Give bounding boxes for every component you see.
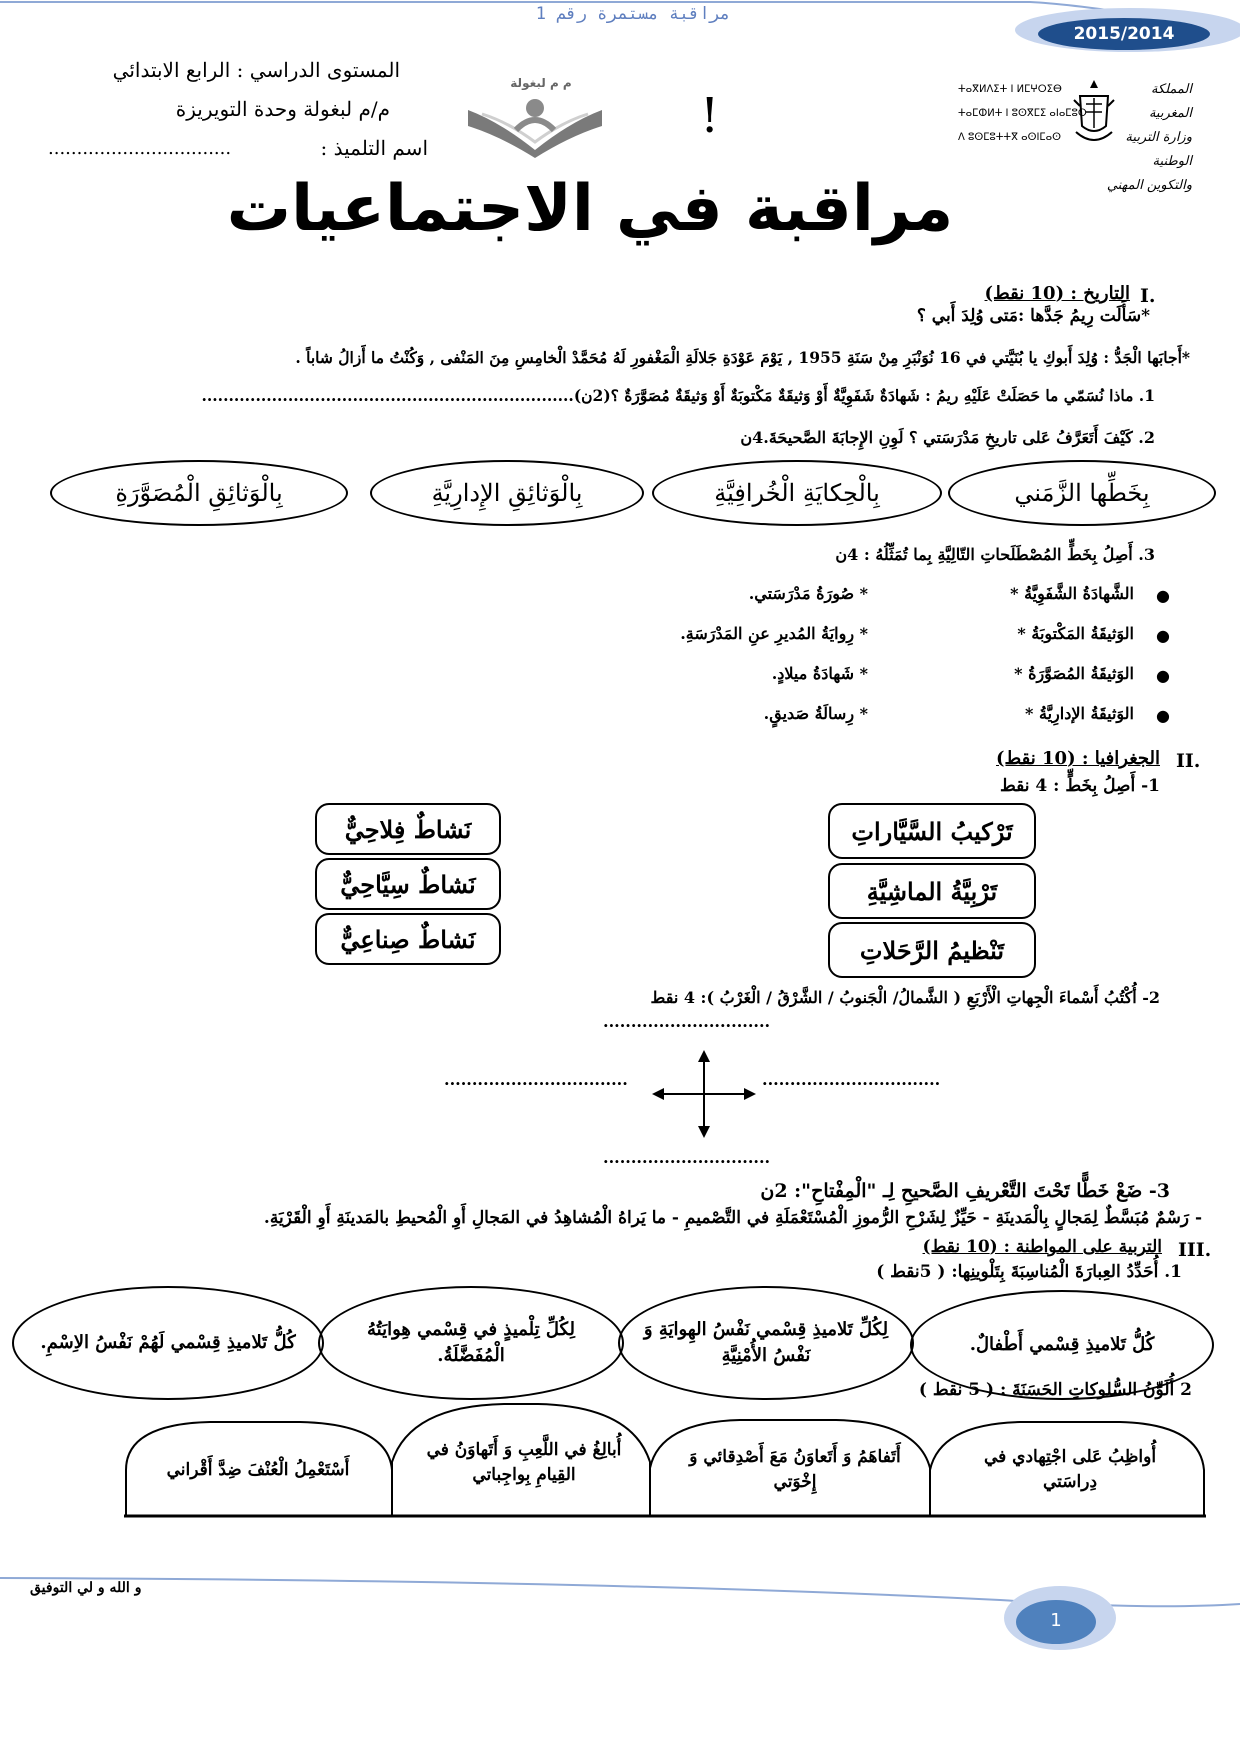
civics-question-1: 1. أُحَدِّدُ العِبارَةَ الْمُناسِبَةَ بِتَلْوينِها: ( 5نقط ) [876, 1262, 1182, 1282]
ministry-line-2: وزارة التربية الوطنية [1125, 130, 1192, 169]
direction-blank-bottom[interactable]: .............................. [603, 1148, 771, 1167]
ministry-line-1: المملكة المغربية [1148, 82, 1192, 121]
match-item-birth[interactable]: * شَهادَةُ ميلادٍ. [771, 664, 868, 683]
civics-option-children[interactable]: كُلُّ تَلاميذِ قِسْمي أَطْفالٌ. [910, 1290, 1214, 1400]
task-livestock[interactable]: تَرْبِيَّةُ الماشِيَّةِ [828, 863, 1036, 919]
page-number: 1 [1050, 1610, 1062, 1631]
match-item-story[interactable]: * رِوايَةُ المُديرِ عنِ المَدْرَسَةِ. [680, 624, 868, 643]
direction-blank-left[interactable]: ................................. [444, 1070, 628, 1089]
geography-question-1: 1- أَصِلُ بِخَطٍّ : 4 نقط [1000, 776, 1160, 796]
civics-option-same-hobby[interactable]: لِكُلِّ تَلاميذِ قِسْمي نَفْسُ الهِوايَةِ وَ نَفْسُ الأُمْنِيَّةِ [618, 1286, 914, 1400]
civics-numeral: III. [1178, 1239, 1212, 1261]
civics-option-same-name[interactable]: كُلُّ تَلاميذِ قِسْمي لَهُمْ نَفْسُ الاِسْمِ. [12, 1286, 324, 1400]
geography-question-3: 3- ضَعْ خَطًّا تَحْتَ التَّعْريفِ الصَّحيحِ لِـ "الْمِفْتاحِ": 2ن [760, 1180, 1170, 1202]
history-option-timeline[interactable]: بِخَطِّها الزَّمَني [948, 460, 1216, 526]
school-level: المستوى الدراسي : الرابع الابتدائي [112, 58, 400, 82]
student-name-row[interactable] [48, 136, 428, 166]
history-option-legend[interactable]: بِالْحِكايَةِ الْخُرافِيَّةِ [652, 460, 942, 526]
history-numeral: I. [1140, 285, 1156, 307]
behaviour-diligence[interactable]: أُواظِبُ عَلى اجْتِهادي في دِراسَتي [983, 1447, 1157, 1492]
match-term-oral[interactable]: الشَّهادَةُ الشَّفَوِيَّةُ * [1010, 584, 1134, 603]
task-car-assembly[interactable]: تَرْكيبُ السَّيَّاراتِ [828, 803, 1036, 859]
bullet-dot: ● [1156, 706, 1170, 725]
history-option-admin-docs[interactable]: بِالْوَثائِقِ الإِدارِيَّةِ [370, 460, 644, 526]
school-name: م/م لبغولة وحدة التويريزة [175, 97, 390, 121]
top-title: مراقبة مستمرة رقم 1 [535, 4, 731, 24]
year-badge: 2015/2014 [1073, 24, 1175, 44]
direction-blank-right[interactable]: ................................ [762, 1070, 941, 1089]
civics-title: التربية على المواطنة : (10 نقط) [922, 1237, 1162, 1257]
match-term-admin[interactable]: الوَثيقَةُ الإدارِيَّةُ * [1025, 704, 1134, 723]
bullet-dot: ● [1156, 586, 1170, 605]
tifinagh-block [958, 78, 1087, 150]
match-term-picture[interactable]: الوَثيقَةُ المُصَوَّرَةُ * [1014, 664, 1134, 683]
main-title: مراقبة في الاجتماعيات [226, 172, 954, 246]
exclamation-mark: ! [700, 88, 720, 144]
match-item-letter[interactable]: * رِسالَةُ صَديقٍ. [763, 704, 868, 723]
civics-question-2: 2 أُلَوِّنُ السُّلوكاتِ الحَسَنَةَ : ( 5 نقط ) [918, 1380, 1192, 1400]
history-intro-question: *سَأَلَت رِيمُ جَدَّها :مَتى وُلِدَ أَبي ؟ [916, 306, 1150, 326]
behaviour-overplay[interactable]: أُبالِغُ في اللَّعِبِ وَ أَتَهاوَنُ في القِيامِ بِواجِباتي [426, 1440, 622, 1485]
activity-industry[interactable]: نَشاطٌ صِناعِيٌّ [315, 913, 501, 965]
ministry-line-3: والتكوين المهني [1106, 178, 1192, 193]
history-matching [560, 580, 1170, 740]
tifinagh-line-3: ⴷ ⵓⵙⵎⵓⵜⵜⴳ ⴰⵙⵏⵎⴰⵙ [958, 132, 1061, 143]
behaviour-cooperation[interactable]: أَتَفاهَمُ وَ أَتَعاوَنُ مَعَ أَصْدِقائي وَ إِخْوَتي [689, 1447, 901, 1492]
history-option-picture-docs[interactable]: بِالْوَثائِقِ الْمُصَوَّرَةِ [50, 460, 348, 526]
task-trips[interactable]: تَنْظيمُ الرَّحَلاتِ [828, 922, 1036, 978]
tifinagh-line-1: ⵜⴰⴳⵍⴷⵉⵜ ⵏ ⵍⵎⵖⵔⵉⴱ [958, 84, 1062, 95]
bullet-dot: ● [1156, 626, 1170, 645]
match-item-photo[interactable]: * صُورَةُ مَدْرَسَتي. [748, 584, 868, 603]
history-title: التاريخ : (10 نقط) [984, 283, 1130, 304]
bullet-dot: ● [1156, 666, 1170, 685]
history-question-1[interactable]: 1. ماذا نُسَمّي ما حَصَلَتْ عَلَيْهِ ريمُ : شَهادَةٌ شَفَوِيَّةٌ أَوْ وَثيقَةٌ مَكْتوبَةٌ أَوْ وَثيقَةٌ مُصَوَّرَةٌ ؟(2ن)..................................................................... [201, 386, 1155, 405]
compass-cross-icon [650, 1048, 758, 1140]
history-question-3: 3. أَصِلُ بِخَطٍّ المُصْطَلَحاتِ التّالِيَّةِ بِما تُمَثِّلُهُ : 4ن [835, 545, 1155, 564]
student-name-blank[interactable]: ................................ [48, 138, 232, 159]
geography-question-2: 2- أُكْتُبُ أَسْماءَ الْجِهاتِ الْأَرْبَعِ ( الشَّمالُ/ الْجَنوبُ / الشَّرْقُ / الْغَرْبُ ): 4 نقط [650, 988, 1160, 1007]
ministry-block [1104, 78, 1192, 198]
key-definition-options[interactable]: - رَسْمٌ مُبَسَّطٌ لِمَجالٍ بِالْمَدينَةِ - حَيِّزٌ لِشَرْحِ الرُّموزِ الْمُسْتَعْمَلَةِ في التَّصْميمِ - ما يَراهُ الْمُشاهِدُ في المَجالِ أَوِ الْمُحيطِ بالمَدينَةِ أَوِ الْقَرْيَةِ. [263, 1208, 1202, 1228]
activity-farming[interactable]: نَشاطٌ فِلاحِيٌّ [315, 803, 501, 855]
civics-option-own-hobby[interactable]: لِكُلِّ تِلْميذٍ في قِسْمي هِوايَتُهُ الْمُفَضَّلَةُ. [318, 1286, 624, 1400]
geography-title: الجغرافيا : (10 نقط) [996, 748, 1160, 769]
logo-text: م م لبغولة [510, 76, 572, 90]
tifinagh-line-2: ⵜⴰⵎⵀⵍⵜ ⵏ ⵓⵙⴳⵎⵉ ⴰⵏⴰⵎⵓⵔ [958, 108, 1087, 119]
direction-blank-top[interactable]: .............................. [603, 1012, 771, 1031]
geography-numeral: II. [1176, 750, 1201, 772]
student-name-label: اسم التلميذ : [320, 136, 428, 160]
activity-tourism[interactable]: نَشاطٌ سِيَّاحِيٌّ [315, 858, 501, 910]
behaviour-violence[interactable]: أَسْتَعْمِلُ الْعُنْفَ ضِدَّ أَقْراني [166, 1459, 350, 1480]
history-intro-answer: *أَجابَها الْجَدُّ : وُلِدَ أَبوكِ يا بُنَيَّتي في 16 نُوَنْبَرِ مِنْ سَنَةِ 1955 , يَوْمَ عَوْدَةِ جَلالَةِ الْمَغْفورِ لَهُ مُحَمَّدْ الْخامِسِ مِنَ المَنْفى , وَكُنْتُ ما أَزالُ شاباً . [295, 348, 1190, 367]
closing-phrase: و الله و لي التوفيق [30, 1580, 142, 1596]
match-term-written[interactable]: الوَثيقَةُ المَكْتوبَةُ * [1017, 624, 1134, 643]
history-question-2: 2. كَيْفَ أَتَعَرَّفُ عَلى تاريخِ مَدْرَسَتي ؟ لَوِنِ الإِجابَةَ الصَّحيحَةَ.4ن [740, 428, 1155, 447]
